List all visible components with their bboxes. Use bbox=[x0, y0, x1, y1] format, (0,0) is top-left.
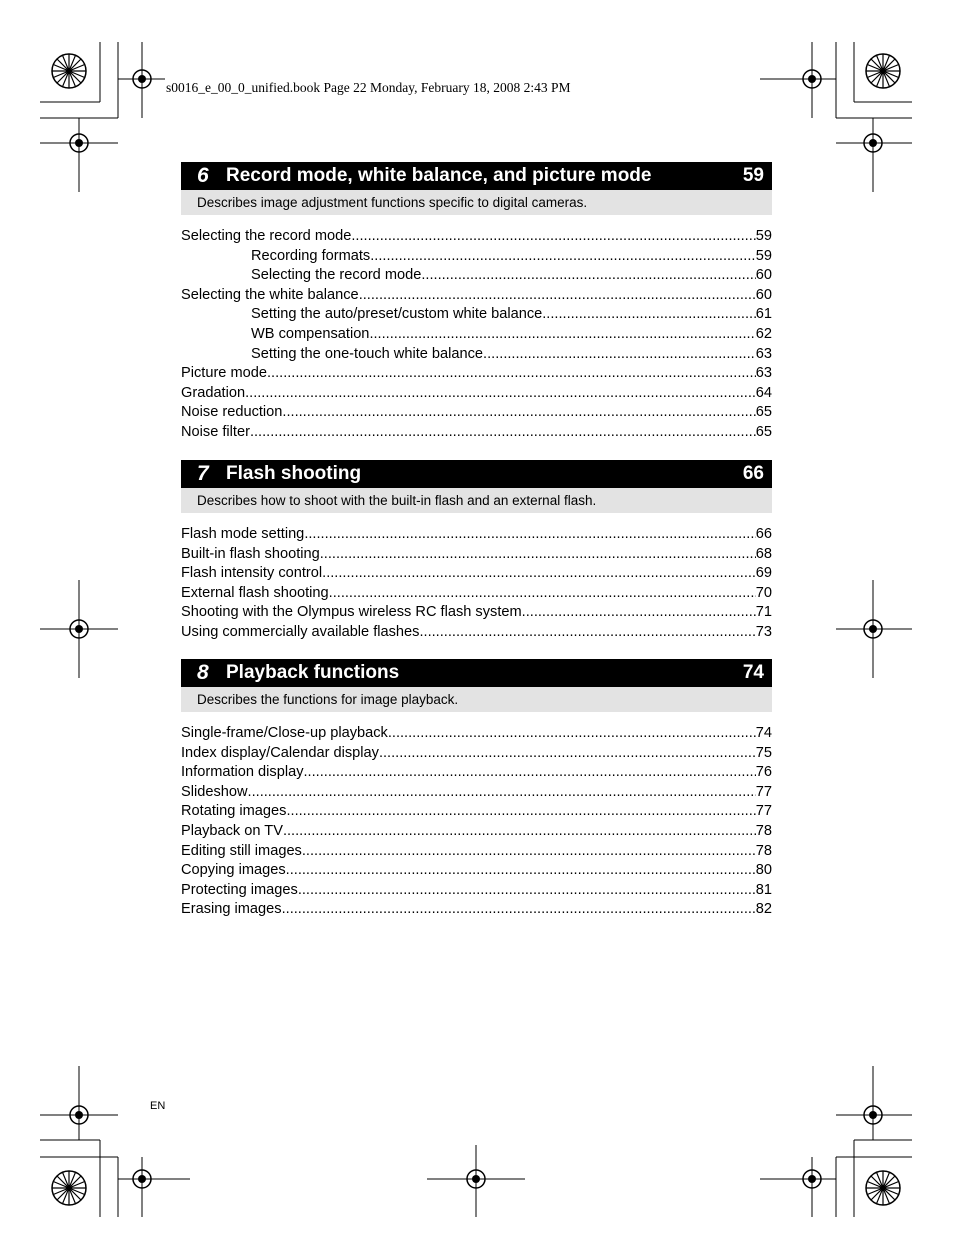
toc-entry-page: 69 bbox=[755, 565, 772, 582]
dot-leader bbox=[322, 564, 756, 584]
section-header-bar bbox=[181, 460, 772, 488]
toc-entry[interactable] bbox=[181, 822, 772, 842]
toc-entry-page: 77 bbox=[755, 783, 772, 800]
dot-leader bbox=[286, 802, 755, 822]
toc-entry[interactable] bbox=[181, 305, 772, 325]
toc-entry-page: 68 bbox=[755, 545, 772, 562]
toc-entry-page: 78 bbox=[755, 822, 772, 839]
toc-entry-page: 64 bbox=[755, 384, 772, 401]
toc-entry[interactable] bbox=[181, 763, 772, 783]
toc-entry[interactable] bbox=[181, 247, 772, 267]
section-description: Describes the functions for image playback. bbox=[181, 687, 772, 712]
toc-entry[interactable] bbox=[181, 384, 772, 404]
section-title: Record mode, white balance, and picture mode bbox=[226, 165, 652, 186]
toc-entry-page: 59 bbox=[755, 228, 772, 244]
toc-entry-label: Recording formats bbox=[251, 247, 371, 264]
toc-entry-label: Rotating images bbox=[181, 803, 287, 820]
toc-entry[interactable] bbox=[181, 584, 772, 604]
toc-entry-label: Index display/Calendar display bbox=[181, 744, 379, 761]
dot-leader bbox=[483, 345, 756, 365]
toc-entry-label: Shooting with the Olympus wireless RC flash system bbox=[181, 604, 522, 621]
toc-entry[interactable] bbox=[181, 744, 772, 764]
dot-leader bbox=[298, 881, 756, 901]
toc-entry-label: Noise filter bbox=[181, 423, 250, 440]
toc-entry-page: 75 bbox=[755, 744, 772, 761]
toc-entry-page: 61 bbox=[755, 306, 772, 323]
toc-entry[interactable] bbox=[181, 423, 772, 443]
toc-entry[interactable] bbox=[181, 564, 772, 584]
toc-entry-list bbox=[181, 525, 772, 643]
toc-entry-page: 62 bbox=[755, 325, 772, 342]
toc-entry-label: Using commercially available flashes bbox=[181, 623, 420, 640]
toc-entry-page: 60 bbox=[755, 267, 772, 284]
book-header: s0016_e_00_0_unified.book Page 22 Monday, February 18, 2008 2:43 PM bbox=[166, 80, 571, 95]
dot-leader bbox=[320, 545, 756, 565]
toc-entry-page: 70 bbox=[755, 584, 772, 601]
dot-leader bbox=[542, 305, 756, 325]
toc-entry-label: Gradation bbox=[181, 384, 246, 401]
toc-entry-label: Built-in flash shooting bbox=[181, 545, 320, 562]
toc-entry[interactable] bbox=[181, 286, 772, 306]
toc-entry-page: 66 bbox=[755, 526, 772, 542]
toc-entry[interactable] bbox=[181, 603, 772, 623]
dot-leader bbox=[379, 744, 756, 764]
toc-entry[interactable] bbox=[181, 802, 772, 822]
toc-entry-label: Playback on TV bbox=[181, 822, 283, 839]
dot-leader bbox=[283, 822, 756, 842]
toc-entry-page: 77 bbox=[755, 803, 772, 820]
dot-leader bbox=[369, 325, 755, 345]
section-page: 74 bbox=[742, 662, 764, 683]
toc-entry-label: Information display bbox=[181, 764, 304, 781]
toc-entry-label: Selecting the record mode bbox=[251, 267, 422, 284]
toc-entry-page: 71 bbox=[755, 604, 772, 621]
section-number: 6 bbox=[197, 164, 209, 187]
toc-entry-label: Slideshow bbox=[181, 783, 248, 800]
toc-entry-label: Selecting the white balance bbox=[181, 286, 359, 303]
toc-entry-label: Flash mode setting bbox=[181, 526, 305, 542]
section-number: 8 bbox=[197, 661, 209, 684]
toc-section bbox=[181, 162, 772, 443]
section-number: 7 bbox=[197, 462, 209, 485]
toc-entry[interactable] bbox=[181, 364, 772, 384]
toc-entry-label: Noise reduction bbox=[181, 404, 283, 421]
toc-entry[interactable] bbox=[181, 842, 772, 862]
toc-entry-label: Editing still images bbox=[181, 842, 302, 859]
toc-entry-page: 65 bbox=[755, 404, 772, 421]
toc-entry[interactable] bbox=[181, 525, 772, 545]
toc-entry-label: Single-frame/Close-up playback bbox=[181, 725, 388, 741]
dot-leader bbox=[286, 861, 756, 881]
toc-entry[interactable] bbox=[181, 266, 772, 286]
dot-leader bbox=[304, 763, 756, 783]
toc-entry-page: 59 bbox=[755, 247, 772, 264]
section-description: Describes image adjustment functions specific to digital cameras. bbox=[181, 190, 772, 215]
section-page: 66 bbox=[742, 463, 764, 484]
toc-section bbox=[181, 659, 772, 920]
language-label: EN bbox=[150, 1100, 166, 1112]
toc-entry-page: 73 bbox=[755, 623, 772, 640]
dot-leader bbox=[370, 247, 756, 267]
toc-entry[interactable] bbox=[181, 345, 772, 365]
toc-entry-page: 63 bbox=[755, 365, 772, 382]
section-header-bar bbox=[181, 162, 772, 190]
toc-entry-label: Protecting images bbox=[181, 881, 298, 898]
dot-leader bbox=[419, 623, 755, 643]
dot-leader bbox=[304, 525, 755, 545]
dot-leader bbox=[351, 227, 755, 247]
dot-leader bbox=[267, 364, 756, 384]
section-header-bar bbox=[181, 659, 772, 687]
toc-entry-list bbox=[181, 227, 772, 443]
dot-leader bbox=[282, 403, 755, 423]
dot-leader bbox=[359, 286, 756, 306]
dot-leader bbox=[421, 266, 755, 286]
toc-entry[interactable] bbox=[181, 861, 772, 881]
toc-entry[interactable] bbox=[181, 724, 772, 744]
toc-entry[interactable] bbox=[181, 403, 772, 423]
toc-entry-page: 74 bbox=[755, 725, 772, 741]
toc-entry-page: 78 bbox=[755, 842, 772, 859]
toc-entry-list bbox=[181, 724, 772, 920]
toc-entry[interactable] bbox=[181, 545, 772, 565]
toc-entry[interactable] bbox=[181, 881, 772, 901]
toc-entry-label: Selecting the record mode bbox=[181, 228, 352, 244]
toc-entry[interactable] bbox=[181, 325, 772, 345]
toc-entry-label: Setting the one-touch white balance bbox=[251, 345, 484, 362]
toc-entry-label: External flash shooting bbox=[181, 584, 329, 601]
section-title: Flash shooting bbox=[226, 463, 362, 484]
toc-entry-label: Copying images bbox=[181, 862, 286, 879]
dot-leader bbox=[388, 724, 756, 744]
toc-section bbox=[181, 460, 772, 643]
toc-entry-page: 63 bbox=[755, 345, 772, 362]
section-page: 59 bbox=[742, 165, 764, 186]
section-description: Describes how to shoot with the built-in flash and an external flash. bbox=[181, 488, 772, 513]
toc-entry[interactable] bbox=[181, 900, 772, 920]
toc-entry-label: Picture mode bbox=[181, 365, 267, 382]
toc-entry-page: 60 bbox=[755, 286, 772, 303]
dot-leader bbox=[282, 900, 756, 920]
dot-leader bbox=[248, 783, 756, 803]
dot-leader bbox=[250, 423, 756, 443]
toc-entry-page: 82 bbox=[755, 901, 772, 918]
toc-entry[interactable] bbox=[181, 783, 772, 803]
toc-entry-label: WB compensation bbox=[251, 325, 370, 342]
dot-leader bbox=[522, 603, 756, 623]
toc-entry-label: Erasing images bbox=[181, 901, 282, 918]
toc-entry[interactable] bbox=[181, 227, 772, 247]
dot-leader bbox=[329, 584, 756, 604]
toc-entry-page: 76 bbox=[755, 764, 772, 781]
dot-leader bbox=[302, 842, 756, 862]
toc-entry[interactable] bbox=[181, 623, 772, 643]
toc-entry-label: Setting the auto/preset/custom white balance bbox=[251, 306, 543, 323]
section-title: Playback functions bbox=[226, 662, 400, 683]
toc-entry-page: 81 bbox=[755, 881, 772, 898]
dot-leader bbox=[245, 384, 756, 404]
toc-entry-page: 65 bbox=[755, 423, 772, 440]
toc-entry-page: 80 bbox=[755, 862, 772, 879]
toc-entry-label: Flash intensity control bbox=[181, 565, 323, 582]
